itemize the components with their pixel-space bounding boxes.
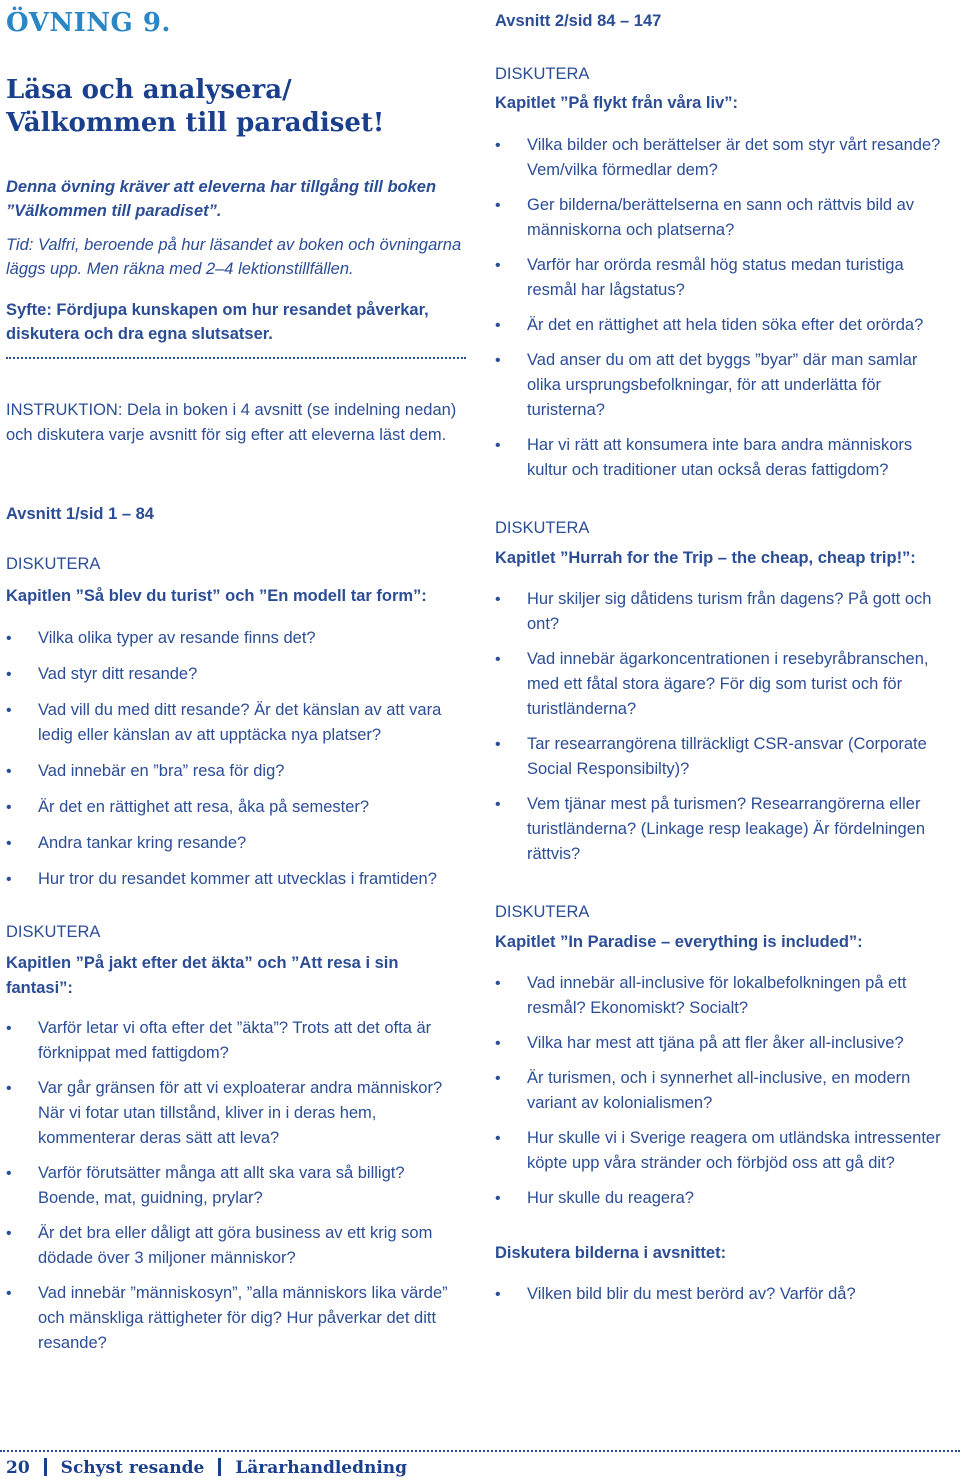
publication-name: Schyst resande — [60, 1458, 205, 1478]
main-title-line-2: Välkommen till paradiset! — [6, 108, 385, 138]
list-item: • Är turismen, och i synnerhet all-inclusive, en modern variant av kolonialismen? — [495, 1066, 955, 1116]
list-item: • Ger bilderna/berättelserna en sann och rättvis bild av människorna och platserna? — [495, 193, 955, 243]
question-list — [495, 1282, 955, 1307]
section-heading: Avsnitt 2/sid 84 – 147 — [495, 12, 662, 30]
discussion-block-1 — [495, 62, 955, 483]
chapter-title: Kapitlen ”Så blev du turist” och ”En modell tar form”: — [6, 587, 427, 605]
intro-requirement: Denna övning kräver att eleverna har tillgång till boken ”Välkommen till paradiset”. — [6, 178, 437, 220]
divider — [6, 357, 466, 359]
discuss-label: DISKUTERA — [495, 65, 590, 83]
list-item: • Vad innebär all-inclusive för lokalbefolkningen på ett resmål? Ekonomiskt? Socialt? — [495, 971, 955, 1021]
instruction-text: INSTRUKTION: Dela in boken i 4 avsnitt (se indelning nedan) och diskutera varje avsnitt för sig efter att eleverna läst dem. — [6, 401, 457, 444]
list-item: • Vad innebär ”människosyn”, ”alla människors lika värde” och mänskliga rättigheter för dig? Hur påverkar det ditt resande? — [6, 1281, 466, 1356]
list-item: • Är det bra eller dåligt att göra business av ett krig som dödade över 3 miljoner människor? — [6, 1221, 466, 1271]
list-item: • Andra tankar kring resande? — [6, 831, 466, 856]
publication-subtitle: Lärarhandledning — [235, 1458, 408, 1478]
list-item: • Vilka bilder och berättelser är det som styr vårt resande? Vem/vilka förmedlar dem? — [495, 133, 955, 183]
footer-separator — [218, 1458, 221, 1476]
question-list — [495, 971, 955, 1211]
list-item: • Hur skulle du reagera? — [495, 1186, 955, 1211]
list-item: • Vad innebär ägarkoncentrationen i resebyråbranschen, med ett fåtal stora ägare? För dig som turist och för turistländerna? — [495, 647, 955, 722]
list-item: • Hur skiljer sig dåtidens turism från dagens? På gott och ont? — [495, 587, 955, 637]
list-item: • Vilken bild blir du mest berörd av? Varför då? — [495, 1282, 955, 1307]
discuss-label: DISKUTERA — [6, 923, 101, 941]
page-number: 20 — [6, 1458, 30, 1478]
list-item: • Varför letar vi ofta efter det ”äkta”? Trots att det ofta är förknippat med fattigdom? — [6, 1016, 466, 1066]
question-list — [495, 587, 955, 867]
list-item: • Vad innebär en ”bra” resa för dig? — [6, 759, 466, 784]
list-item: • Var går gränsen för att vi exploaterar andra människor? När vi fotar utan tillstånd, kliver in i deras hem, kommenterar deras sätt att leva? — [6, 1076, 466, 1151]
discuss-label: DISKUTERA — [495, 903, 590, 921]
list-item: • Vad anser du om att det byggs ”byar” där man samlar olika ursprungsbefolkningar, för att underlätta för turisterna? — [495, 348, 955, 423]
chapter-title: Kapitlen ”På jakt efter det äkta” och ”Att resa i sin fantasi”: — [6, 954, 399, 997]
list-item: • Hur skulle vi i Sverige reagera om utländska intressenter köpte upp våra stränder och förbjöd oss att gå dit? — [495, 1126, 955, 1176]
list-item: • Vem tjänar mest på turismen? Researrangörerna eller turistländerna? (Linkage resp leakage) Är fördelningen rättvis? — [495, 792, 955, 867]
list-item: • Har vi rätt att konsumera inte bara andra människors kultur och traditioner utan också deras fattigdom? — [495, 433, 955, 483]
discuss-label: DISKUTERA — [6, 555, 101, 573]
chapter-title: Kapitlet ”In Paradise – everything is included”: — [495, 933, 863, 951]
page-footer — [6, 1456, 407, 1480]
discussion-block-4 — [495, 1241, 955, 1307]
discussion-block-3 — [495, 900, 955, 1211]
list-item: • Tar researrangörena tillräckligt CSR-ansvar (Corporate Social Responsibilty)? — [495, 732, 955, 782]
question-list — [495, 133, 955, 483]
footer-separator — [44, 1458, 47, 1476]
exercise-title: ÖVNING 9. — [6, 8, 171, 38]
list-item: • Hur tror du resandet kommer att utvecklas i framtiden? — [6, 867, 466, 892]
section-1-part-2 — [6, 920, 466, 1356]
chapter-title: Diskutera bilderna i avsnittet: — [495, 1244, 727, 1262]
main-title — [6, 74, 466, 140]
main-title-line-1: Läsa och analysera/ — [6, 75, 292, 105]
intro-time: Tid: Valfri, beroende på hur läsandet av boken och övningarna läggs upp. Men räkna med 2–4 lektionstillfällen. — [6, 236, 462, 278]
list-item: • Är det en rättighet att resa, åka på semester? — [6, 795, 466, 820]
list-item: • Vad vill du med ditt resande? Är det känslan av att vara ledig eller känslan av att upptäcka nya platser? — [6, 698, 466, 748]
list-item: • Är det en rättighet att hela tiden söka efter det orörda? — [495, 313, 955, 338]
question-list — [6, 626, 466, 892]
list-item: • Vilka olika typer av resande finns det? — [6, 626, 466, 651]
question-list — [6, 1016, 466, 1356]
footer-divider — [0, 1450, 960, 1452]
list-item: • Vad styr ditt resande? — [6, 662, 466, 687]
list-item: • Varför har orörda resmål hög status medan turistiga resmål har lågstatus? — [495, 253, 955, 303]
chapter-title: Kapitlet ”Hurrah for the Trip – the cheap, cheap trip!”: — [495, 549, 916, 567]
discuss-label: DISKUTERA — [495, 519, 590, 537]
section-heading: Avsnitt 1/sid 1 – 84 — [6, 505, 154, 523]
section-2 — [495, 9, 955, 33]
discussion-block-2 — [495, 516, 955, 867]
purpose-text: Syfte: Fördjupa kunskapen om hur resandet påverkar, diskutera och dra egna slutsatser. — [6, 301, 429, 343]
list-item: • Varför förutsätter många att allt ska vara så billigt? Boende, mat, guidning, prylar? — [6, 1161, 466, 1211]
chapter-title: Kapitlet ”På flykt från våra liv”: — [495, 94, 738, 112]
list-item: • Vilka har mest att tjäna på att fler åker all-inclusive? — [495, 1031, 955, 1056]
section-1 — [6, 502, 466, 892]
